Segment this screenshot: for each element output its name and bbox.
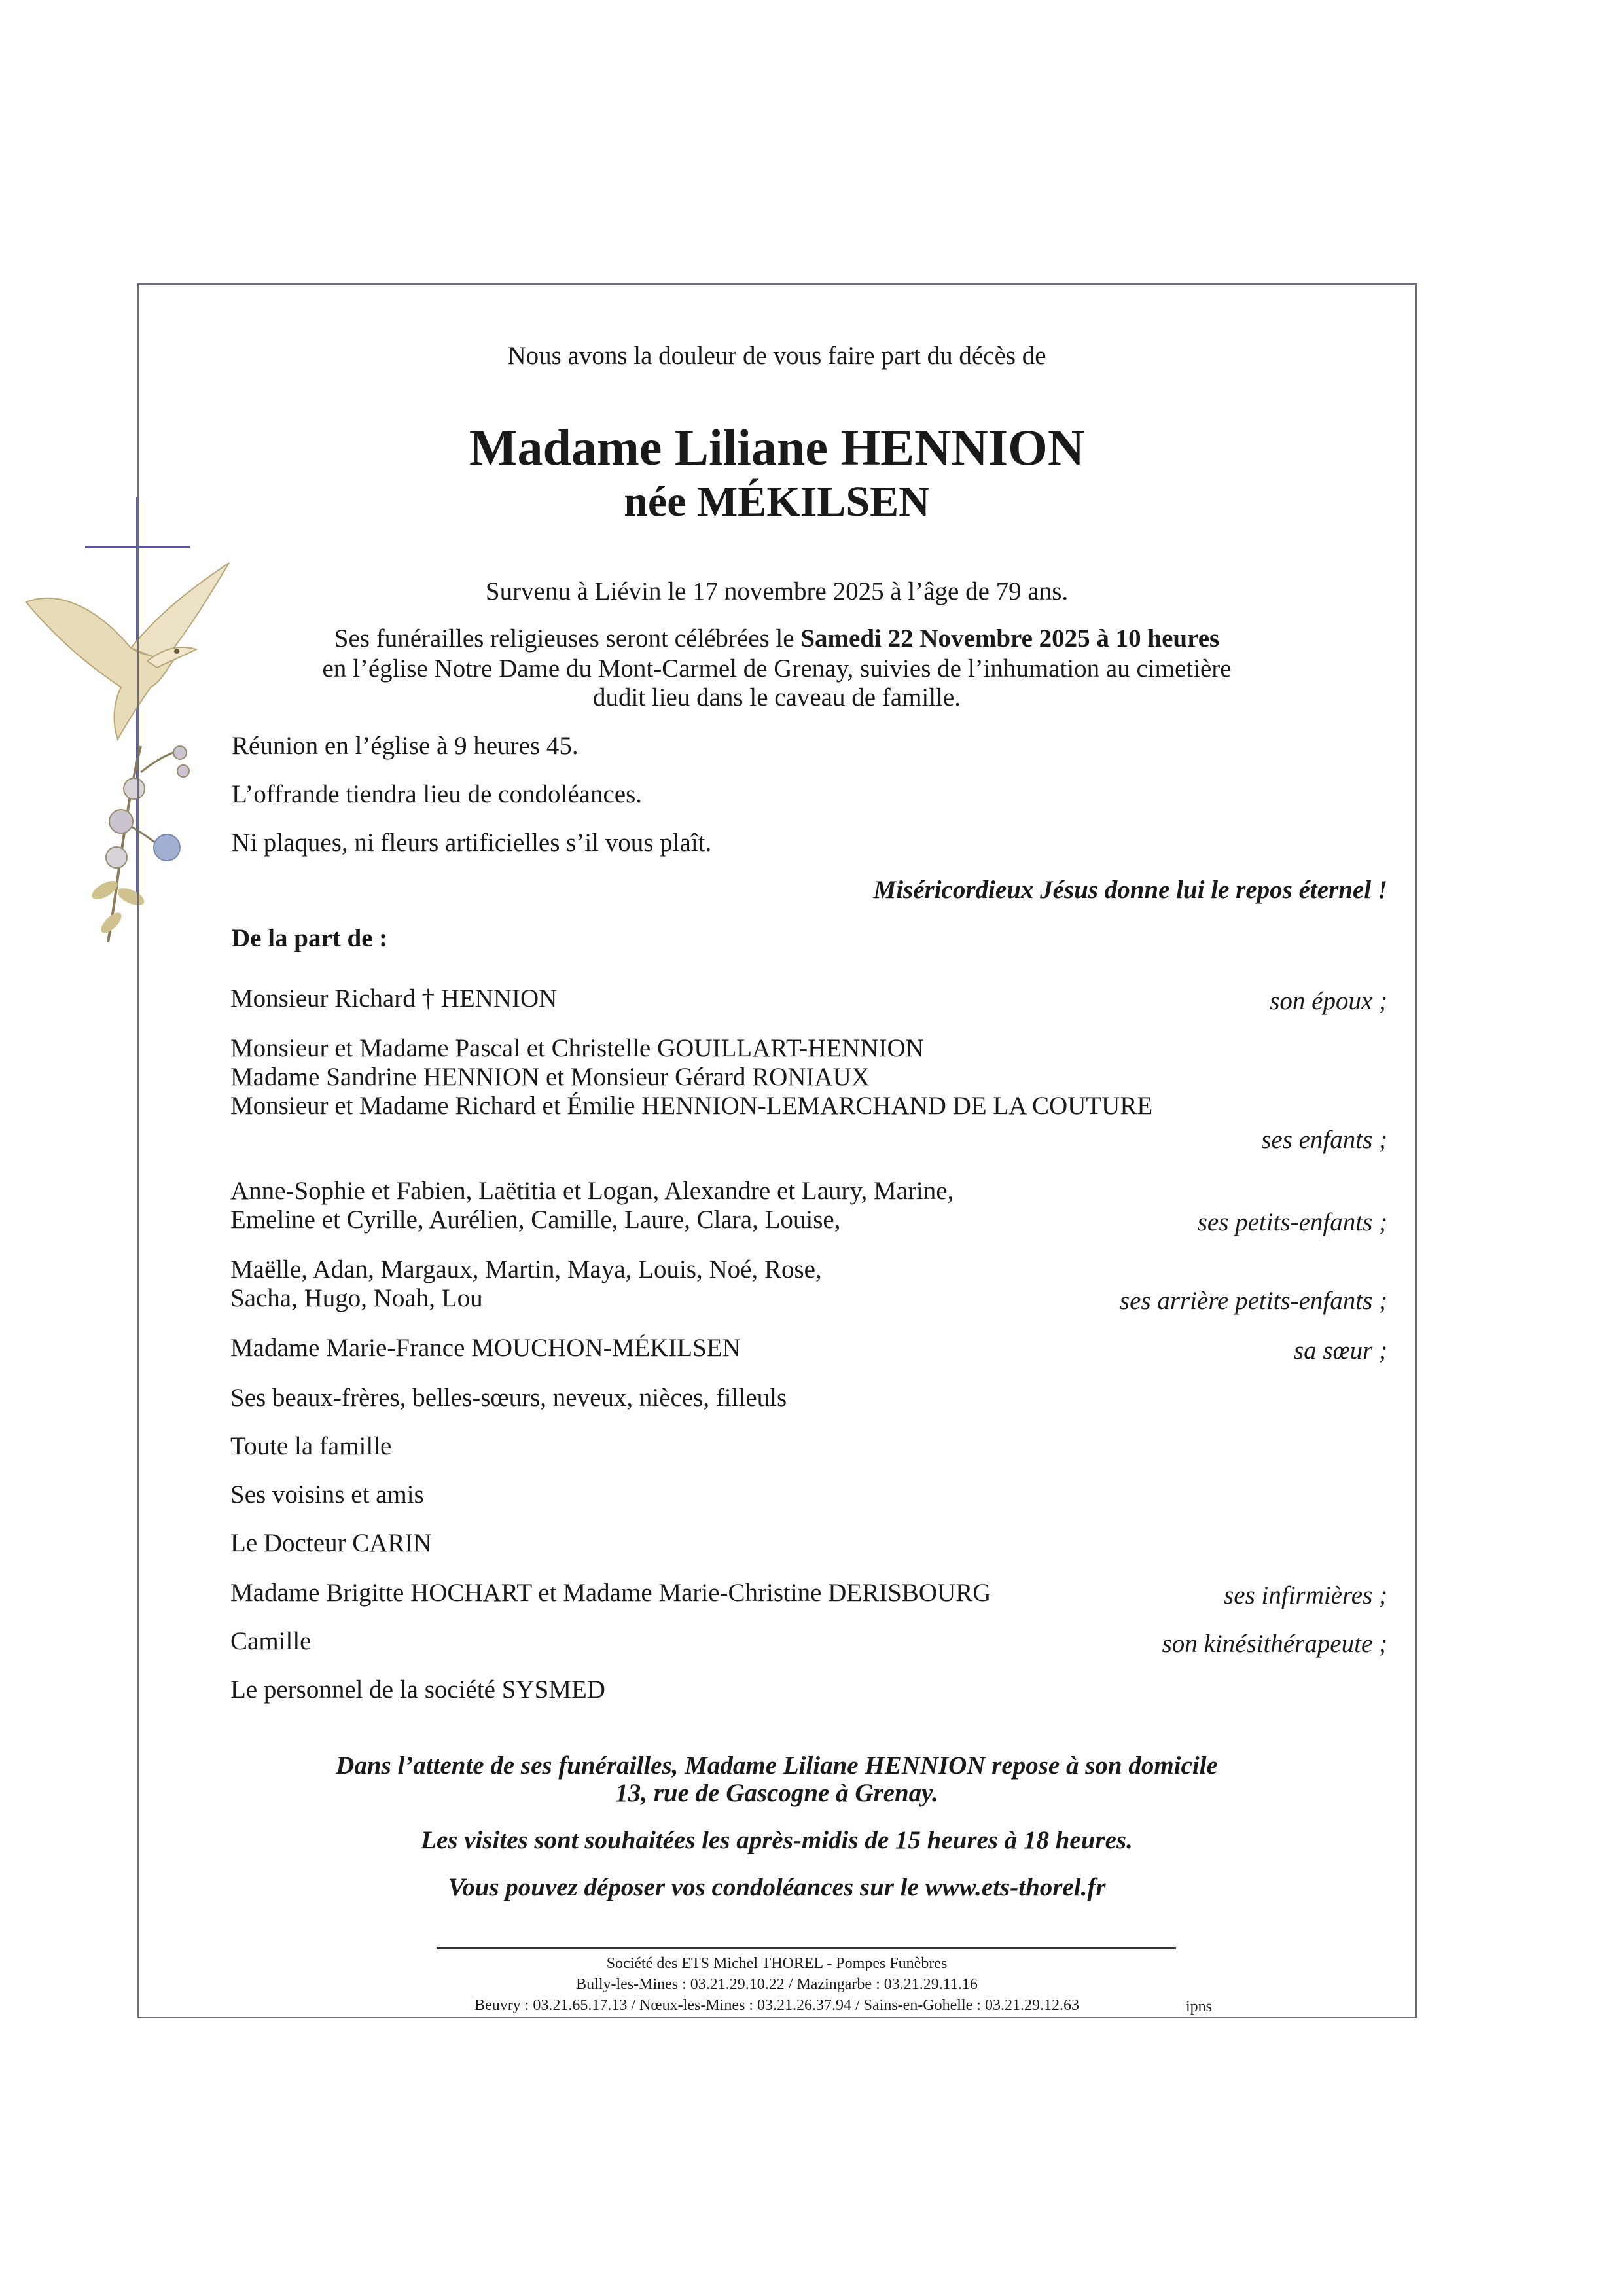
closing-line-2: 13, rue de Gascogne à Grenay. [615,1779,938,1807]
closing-visits: Les visites sont souhaitées les après-midis de 15 heures à 18 heures. [421,1826,1133,1854]
announcement-frame [137,283,1417,2018]
funeral-line-1-text: Ses funérailles religieuses seront célébrées le [334,624,801,653]
funeral-line-2: en l’église Notre Dame du Mont-Carmel de Grenay, suivies de l’inhumation au cimetière [322,655,1232,683]
footer-phones-1: Bully-les-Mines : 03.21.29.10.22 / Mazingarbe : 03.21.29.11.16 [576,1976,978,1993]
family-grandchildren-2: Emeline et Cyrille, Aurélien, Camille, Laure, Clara, Louise, [230,1206,841,1234]
funeral-date: Samedi 22 Novembre 2025 à 10 heures [800,624,1220,653]
family-sister-relation: sa sœur ; [1293,1336,1387,1365]
footer-phones-2: Beuvry : 03.21.65.17.13 / Nœux-les-Mines : 03.21.26.37.94 / Sains-en-Gohelle : 03.21.29.12.63 [474,1997,1079,2014]
family-staff: Le personnel de la société SYSMED [230,1676,605,1704]
family-sister-name: Madame Marie-France MOUCHON-MÉKILSEN [230,1334,741,1362]
family-spouse-name: Monsieur Richard † HENNION [230,984,558,1013]
family-all: Toute la famille [230,1432,392,1460]
family-grandchildren-1: Anne-Sophie et Fabien, Laëtitia et Logan, Alexandre et Laury, Marine, [230,1177,954,1205]
deceased-name: Madame Liliane HENNION [469,419,1085,476]
family-physio-relation: son kinésithérapeute ; [1162,1630,1387,1658]
family-great-grandchildren-relation: ses arrière petits-enfants ; [1119,1287,1387,1315]
closing-condolences: Vous pouvez déposer vos condoléances sur le www.ets-thorel.fr [448,1873,1106,1901]
footer-company: Société des ETS Michel THOREL - Pompes Funèbres [606,1955,948,1972]
from-label: De la part de : [232,924,388,952]
family-spouse-relation: son époux ; [1270,987,1387,1015]
footer-ipns-mark: ipns [1186,1998,1213,2015]
family-physio-name: Camille [230,1627,312,1655]
family-great-grandchildren-2: Sacha, Hugo, Noah, Lou [230,1284,483,1312]
family-child-3: Monsieur et Madame Richard et Émilie HENNION-LEMARCHAND DE LA COUTURE [230,1092,1153,1120]
family-child-1: Monsieur et Madame Pascal et Christelle GOUILLART-HENNION [230,1034,924,1062]
closing-line-1: Dans l’attente de ses funérailles, Madame Liliane HENNION repose à son domicile [336,1751,1218,1780]
family-grandchildren-relation: ses petits-enfants ; [1197,1208,1387,1236]
footer-divider [437,1947,1176,1949]
intro-text: Nous avons la douleur de vous faire part du décès de [507,342,1046,370]
note-meeting: Réunion en l’église à 9 heures 45. [232,732,579,760]
family-nurses-relation: ses infirmières ; [1224,1581,1387,1609]
death-info: Survenu à Liévin le 17 novembre 2025 à l’âge de 79 ans. [485,577,1069,605]
family-great-grandchildren-1: Maëlle, Adan, Margaux, Martin, Maya, Louis, Noé, Rose, [230,1255,822,1283]
note-offering: L’offrande tiendra lieu de condoléances. [232,780,642,808]
note-flowers: Ni plaques, ni fleurs artificielles s’il vous plaît. [232,829,712,857]
funeral-line-1 [139,624,1415,653]
family-in-laws: Ses beaux-frères, belles-sœurs, neveux, nièces, filleuls [230,1384,787,1412]
family-doctor: Le Docteur CARIN [230,1529,432,1557]
family-children-relation: ses enfants ; [1261,1126,1387,1154]
family-child-2: Madame Sandrine HENNION et Monsieur Gérard RONIAUX [230,1063,870,1091]
prayer: Miséricordieux Jésus donne lui le repos éternel ! [873,876,1387,904]
funeral-line-3: dudit lieu dans le caveau de famille. [592,683,961,711]
family-neighbours: Ses voisins et amis [230,1480,424,1509]
family-nurses-names: Madame Brigitte HOCHART et Madame Marie-Christine DERISBOURG [230,1579,991,1607]
maiden-name: née MÉKILSEN [624,478,930,526]
